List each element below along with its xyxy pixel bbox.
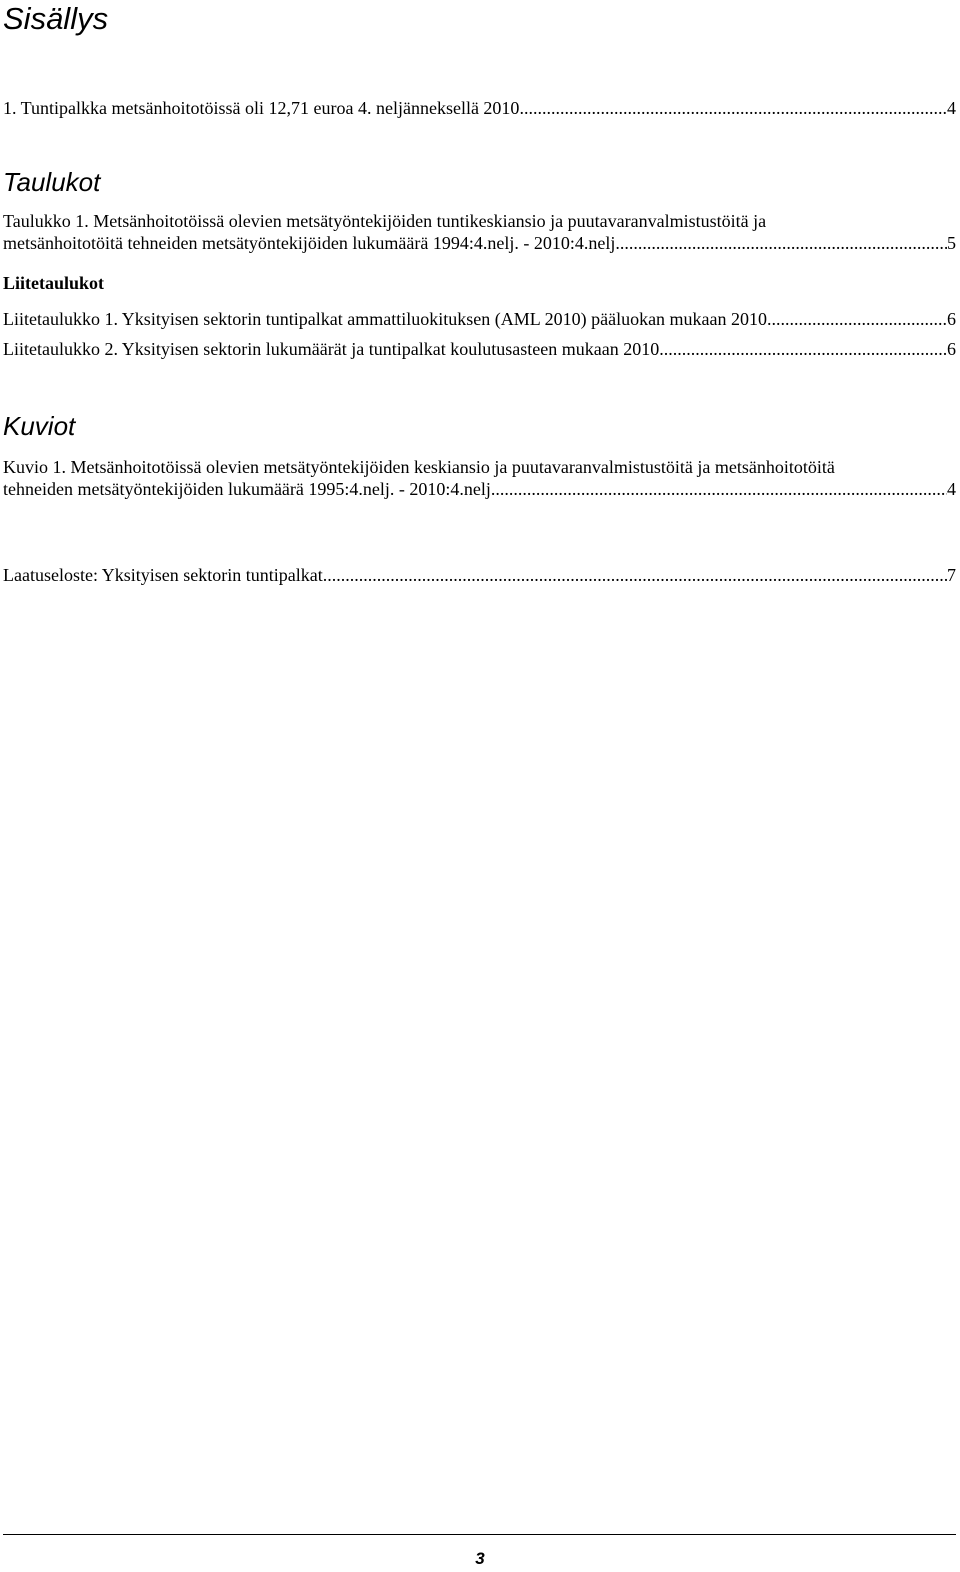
figure-entry-page: 4 xyxy=(947,479,956,499)
figure-entry-1[interactable] xyxy=(3,456,956,500)
appendix-entry-2[interactable] xyxy=(3,338,956,360)
toc-entry-text: 1. Tuntipalkka metsänhoitotöissä oli 12,71 euroa 4. neljänneksellä 2010 xyxy=(3,98,520,118)
appendix-tables-heading: Liitetaulukot xyxy=(3,273,105,293)
table-entry-1[interactable] xyxy=(3,210,956,254)
appendix-entry-1[interactable] xyxy=(3,308,956,330)
figure-entry-row xyxy=(3,478,956,500)
page-number: 3 xyxy=(475,1549,485,1568)
dot-leader xyxy=(323,564,947,586)
dot-leader xyxy=(491,478,947,500)
quality-entry-row xyxy=(3,564,956,586)
figure-entry-line-1: Kuvio 1. Metsänhoitotöissä olevien metsätyöntekijöiden keskiansio ja puutavaranvalmistustöitä ja metsänhoitotöitä xyxy=(3,457,835,477)
toc-entry-row xyxy=(3,97,956,119)
toc-entry-page: 4 xyxy=(947,98,956,118)
figure-entry-line-2: tehneiden metsätyöntekijöiden lukumäärä 1995:4.nelj. - 2010:4.nelj xyxy=(3,479,491,499)
quality-entry-text: Laatuseloste: Yksityisen sektorin tuntipalkat xyxy=(3,565,323,585)
footer-divider xyxy=(3,1534,956,1535)
table-entry-line-2: metsänhoitotöitä tehneiden metsätyöntekijöiden lukumäärä 1994:4.nelj. - 2010:4.nelj. xyxy=(3,233,620,253)
quality-entry-page: 7 xyxy=(947,565,956,585)
figures-heading: Kuviot xyxy=(3,411,76,441)
appendix-entry-page: 6 xyxy=(947,339,956,359)
dot-leader xyxy=(767,308,947,330)
appendix-entry-row xyxy=(3,338,956,360)
dot-leader xyxy=(620,232,947,254)
toc-entry-1[interactable] xyxy=(3,97,956,119)
toc-title: Sisällys xyxy=(3,1,109,36)
appendix-entry-page: 6 xyxy=(947,309,956,329)
dot-leader xyxy=(659,338,947,360)
dot-leader xyxy=(519,97,947,119)
table-entry-row xyxy=(3,232,956,254)
table-entry-line-1: Taulukko 1. Metsänhoitotöissä olevien metsätyöntekijöiden tuntikeskiansio ja puutavaranvalmistustöitä ja xyxy=(3,211,767,231)
tables-heading: Taulukot xyxy=(3,167,101,197)
appendix-entry-text: Liitetaulukko 1. Yksityisen sektorin tuntipalkat ammattiluokituksen (AML 2010) pääluokan mukaan 2010 xyxy=(3,309,768,329)
quality-entry-1[interactable] xyxy=(3,564,956,586)
appendix-entry-text: Liitetaulukko 2. Yksityisen sektorin lukumäärät ja tuntipalkat koulutusasteen mukaan 2010 xyxy=(3,339,660,359)
appendix-entry-row xyxy=(3,308,956,330)
table-entry-page: 5 xyxy=(947,233,956,253)
